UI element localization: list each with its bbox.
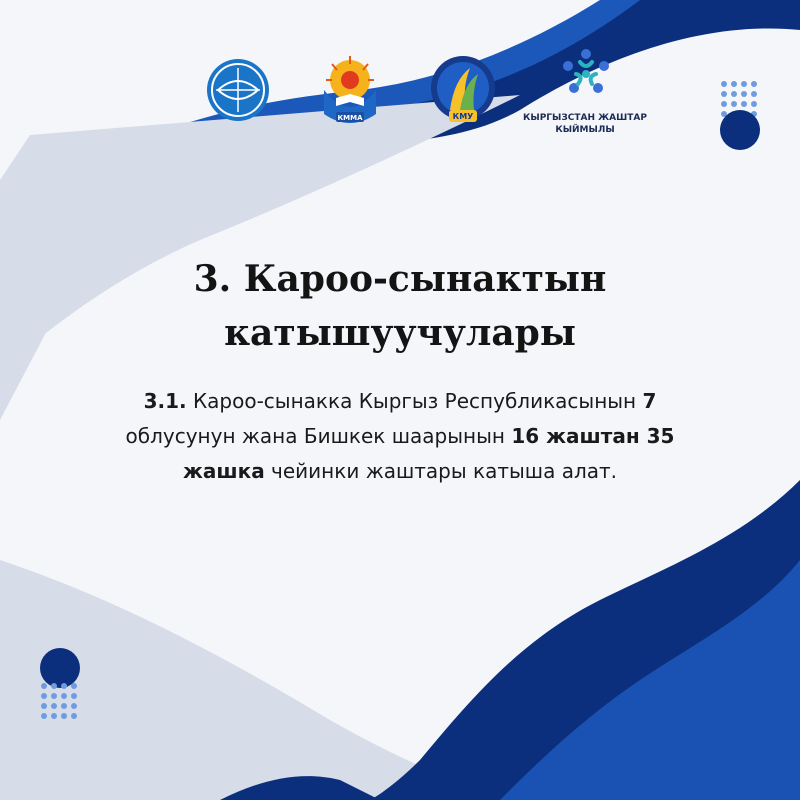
body-text-1: Кароо-сынакка Кыргыз Республикасынын xyxy=(186,389,643,413)
slide-title xyxy=(100,252,700,360)
title-line-2: катышуучулары xyxy=(224,312,576,354)
caption-line-1: КЫРГЫЗСТАН ЖАШТАР xyxy=(523,113,647,123)
youth-movement-caption xyxy=(520,112,650,136)
youth-movement-icon xyxy=(558,46,614,102)
body-paragraph xyxy=(90,384,710,489)
body-text-2: облусунун жана Бишкек шаарынын xyxy=(125,424,512,448)
body-text-3: чейинки жаштары катыша алат. xyxy=(264,459,618,483)
region-count: 7 xyxy=(642,389,657,413)
top-right-dots-decoration xyxy=(720,81,760,150)
kmma-logo-text: КММА xyxy=(337,114,363,122)
age-range: 16 жаштан 35 жашка xyxy=(182,424,675,483)
kmma-emblem-icon xyxy=(318,54,382,130)
circular-emblem-icon xyxy=(206,58,270,122)
caption-line-2: КЫЙМЫЛЫ xyxy=(555,125,615,135)
kmu-logo-text: КМУ xyxy=(452,112,474,121)
section-number: 3.1. xyxy=(143,389,187,413)
kmu-emblem-icon xyxy=(430,54,496,126)
title-line-1: 3. Кароо-сынактын xyxy=(193,258,607,300)
